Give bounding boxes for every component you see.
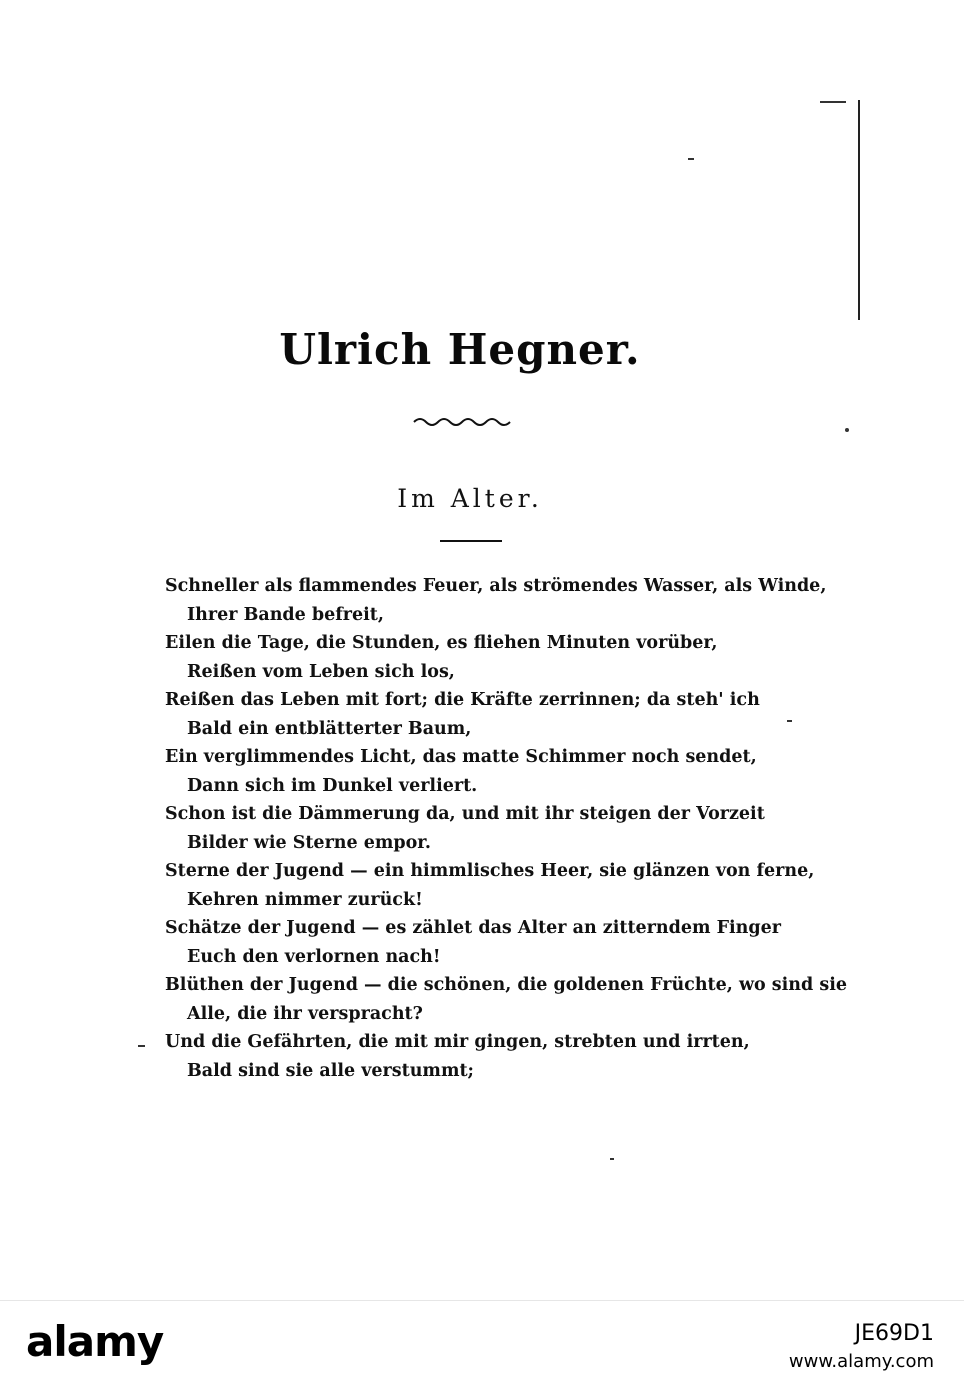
poem-line: Ihrer Bande befreit, [187, 604, 384, 625]
poem-line: Kehren nimmer zurück! [187, 889, 423, 910]
ink-speck [688, 158, 694, 160]
footer-logo: alamy [26, 1317, 164, 1366]
wave-ornament [412, 414, 516, 430]
poem-line: Bilder wie Sterne empor. [187, 832, 432, 853]
poem-line: Schätze der Jugend — es zählet das Alter an zitterndem Finger [165, 918, 781, 938]
footer-url: www.alamy.com [788, 1351, 934, 1372]
page-edge-tick [820, 101, 846, 103]
poem-line: Reißen vom Leben sich los, [187, 661, 455, 682]
footer-image-id: JE69D1 [854, 1321, 934, 1346]
poem-line: Ein verglimmendes Licht, das matte Schimmer noch sendet, [165, 747, 757, 767]
poem-title: Im Alter. [397, 484, 543, 513]
ink-speck [845, 428, 849, 432]
poem-line: Sterne der Jugend — ein himmlisches Heer, sie glänzen von ferne, [165, 861, 815, 881]
poem-line: Euch den verlornen nach! [187, 946, 441, 967]
poem-line: Alle, die ihr verspracht? [187, 1003, 423, 1024]
page-edge-line [858, 100, 860, 320]
title-rule [440, 540, 502, 542]
poem-line: Und die Gefährten, die mit mir gingen, strebten und irrten, [165, 1032, 750, 1052]
ink-speck [138, 1045, 145, 1047]
poem-line: Reißen das Leben mit fort; die Kräfte zerrinnen; da steh' ich [165, 690, 760, 710]
poem-body [165, 572, 847, 1085]
poem-line: Schneller als flammendes Feuer, als strömendes Wasser, als Winde, [165, 576, 827, 596]
ink-speck [610, 1158, 614, 1160]
poem-line: Blüthen der Jugend — die schönen, die goldenen Früchte, wo sind sie [165, 975, 847, 995]
poem-line: Schon ist die Dämmerung da, und mit ihr steigen der Vorzeit [165, 804, 765, 824]
watermark-footer [0, 1300, 964, 1391]
poem-line: Dann sich im Dunkel verliert. [187, 775, 478, 796]
poem-line: Eilen die Tage, die Stunden, es fliehen Minuten vorüber, [165, 633, 718, 653]
author-heading: Ulrich Hegner. [279, 325, 641, 374]
poem-line: Bald sind sie alle verstummt; [187, 1060, 475, 1081]
poem-line: Bald ein entblätterter Baum, [187, 718, 472, 739]
